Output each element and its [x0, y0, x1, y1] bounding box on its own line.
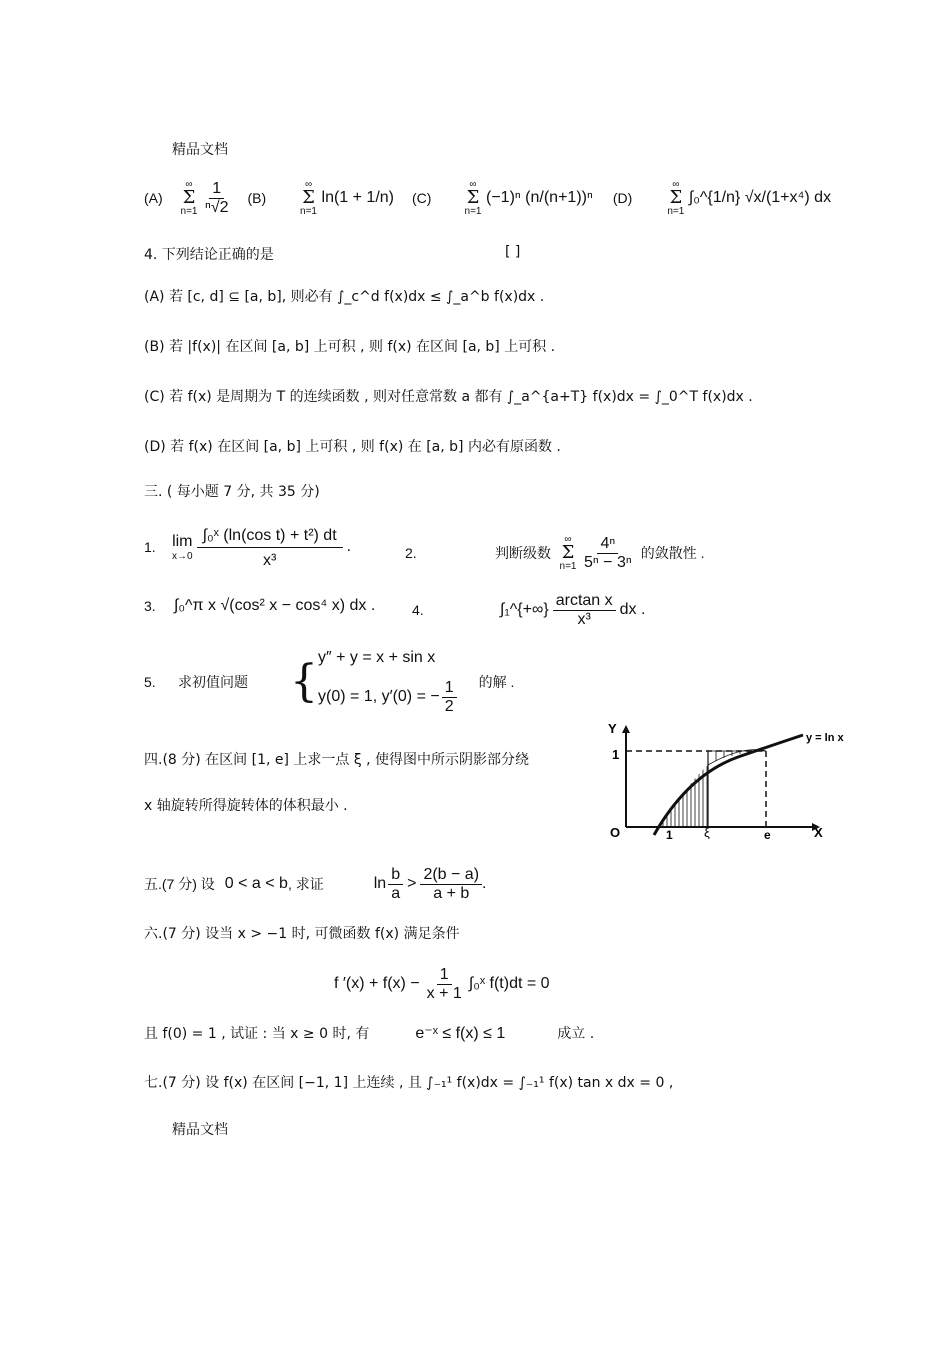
option-a-label: (A) — [144, 190, 163, 206]
option-b-sum: ∞ Σ n=1 — [300, 179, 317, 217]
shaded-region-left — [660, 765, 708, 827]
y-axis-label: Y — [608, 721, 617, 736]
s3-problem3: 3. ∫₀^π x √(cos² x − cos⁴ x) dx . — [144, 597, 376, 614]
option-b-expr: ln(1 + 1/n) — [321, 189, 394, 206]
section7-line: 七.(7 分) 设 f(x) 在区间 [−1, 1] 上连续 , 且 ∫₋₁¹ f(x)dx = ∫₋₁¹ f(x) tan x dx = 0 , — [144, 1075, 674, 1091]
x-tick-e: e — [764, 828, 771, 842]
q4-option-b: (B) 若 |f(x)| 在区间 [a, b] 上可积 , 则 f(x) 在区间 [a, b] 上可积 . — [144, 339, 556, 355]
section4-line2: x 轴旋转所得旋转体的体积最小 . — [144, 798, 348, 814]
q4-option-c: (C) 若 f(x) 是周期为 T 的连续函数 , 则对任意常数 a 都有 ∫_a^{a+T} f(x)dx = ∫_0^T f(x)dx . — [144, 389, 753, 405]
s3-p2-sum: ∞ Σ n=1 — [559, 534, 577, 572]
origin-label: O — [610, 825, 621, 840]
q3-options-row — [144, 176, 831, 220]
option-c-expr: (−1)ⁿ (n/(n+1))ⁿ — [486, 189, 593, 206]
s3-problem2: 2. 判断级数 ∞ Σ n=1 $\frac{\text{4ⁿ}}{\text{5ⁿ − 3ⁿ}}$ 的敛散性 . — [405, 534, 705, 572]
s3-p1-fraction: $\frac{\text{∫₀ˣ (ln(cos t) + t²) dt}}{\text{x³}}$ — [197, 525, 343, 570]
limit: lim x→0 — [172, 532, 193, 562]
s3-p5-system: y″ + y = x + sin x y(0) = 1, y′(0) = − $\frac{1}{2}$ — [318, 649, 457, 716]
section6-line: 六.(7 分) 设当 x > −1 时, 可微函数 f(x) 满足条件 — [144, 926, 460, 942]
s3-problem1: 1. lim x→0 $\frac{\text{∫₀ˣ (ln(cos t) + t²) dt}}{\text{x³}}$ . — [144, 526, 352, 569]
q4-option-a: (A) 若 [c, d] ⊆ [a, b], 则必有 ∫_c^d f(x)dx ≤ ∫_a^b f(x)dx . — [144, 289, 545, 305]
option-c-sum: ∞ Σ n=1 — [464, 179, 482, 217]
curve-label: y = ln x — [806, 732, 844, 744]
s3-problem4: 4. ∫₁^{+∞} $\frac{\text{arctan x}}{\text{x³}}$ dx . — [412, 591, 646, 628]
s3-p4-fraction: $\frac{\text{arctan x}}{\text{x³}}$ — [553, 592, 616, 629]
section6-equation: f ′(x) + f(x) − $\frac{1}{x + 1}$ ∫₀ˣ f(t)dt = 0 — [334, 965, 550, 1002]
ln-graph — [598, 715, 858, 845]
option-a-sum: ∞ Σ n=1 — [180, 179, 198, 217]
option-d-expr: ∫₀^{1/n} √x/(1+x⁴) dx — [688, 189, 832, 206]
x-tick-1: 1 — [666, 828, 673, 842]
q4-answer-bracket: [ ] — [505, 244, 521, 260]
s3-problem5: 5. 求初值问题 { y″ + y = x + sin x y(0) = 1, y′(0) = − $\frac{1}{2}$ 的解 . — [144, 648, 515, 715]
header-watermark: 精品文档 — [172, 142, 228, 158]
option-d-sum: ∞ Σ n=1 — [667, 179, 685, 217]
y-axis-arrow — [622, 725, 630, 733]
section6-condition: 且 f(0) = 1 , 试证 : 当 x ≥ 0 时, 有 e⁻ˣ ≤ f(x) ≤ 1 成立 . — [144, 1025, 595, 1042]
x-axis-label: X — [814, 825, 823, 840]
x-tick-xi: ξ — [704, 825, 710, 840]
option-a-fraction: $\frac{1}{\text{ⁿ√2}}$ — [205, 179, 229, 216]
section5: 五.(7 分) 设 0 < a < b , 求证 ln $\frac{b}{a}$ > $\frac{2(b - a)}{a + b}$ . — [144, 865, 487, 902]
option-c-label: (C) — [412, 190, 432, 206]
q4-stem: 4. 下列结论正确的是 — [144, 247, 274, 263]
footer-watermark: 精品文档 — [172, 1122, 228, 1138]
q4-option-d: (D) 若 f(x) 在区间 [a, b] 上可积 , 则 f(x) 在 [a, b] 内必有原函数 . — [144, 439, 561, 455]
option-b-label: (B) — [247, 190, 267, 206]
y-tick-1: 1 — [612, 747, 620, 762]
option-d-label: (D) — [612, 190, 633, 206]
s3-p2-fraction: $\frac{\text{4ⁿ}}{\text{5ⁿ − 3ⁿ}}$ — [584, 534, 632, 571]
section4-line1: 四.(8 分) 在区间 [1, e] 上求一点 ξ , 使得图中所示阴影部分绕 — [144, 752, 530, 768]
section3-title: 三. ( 每小题 7 分, 共 35 分) — [144, 484, 320, 500]
